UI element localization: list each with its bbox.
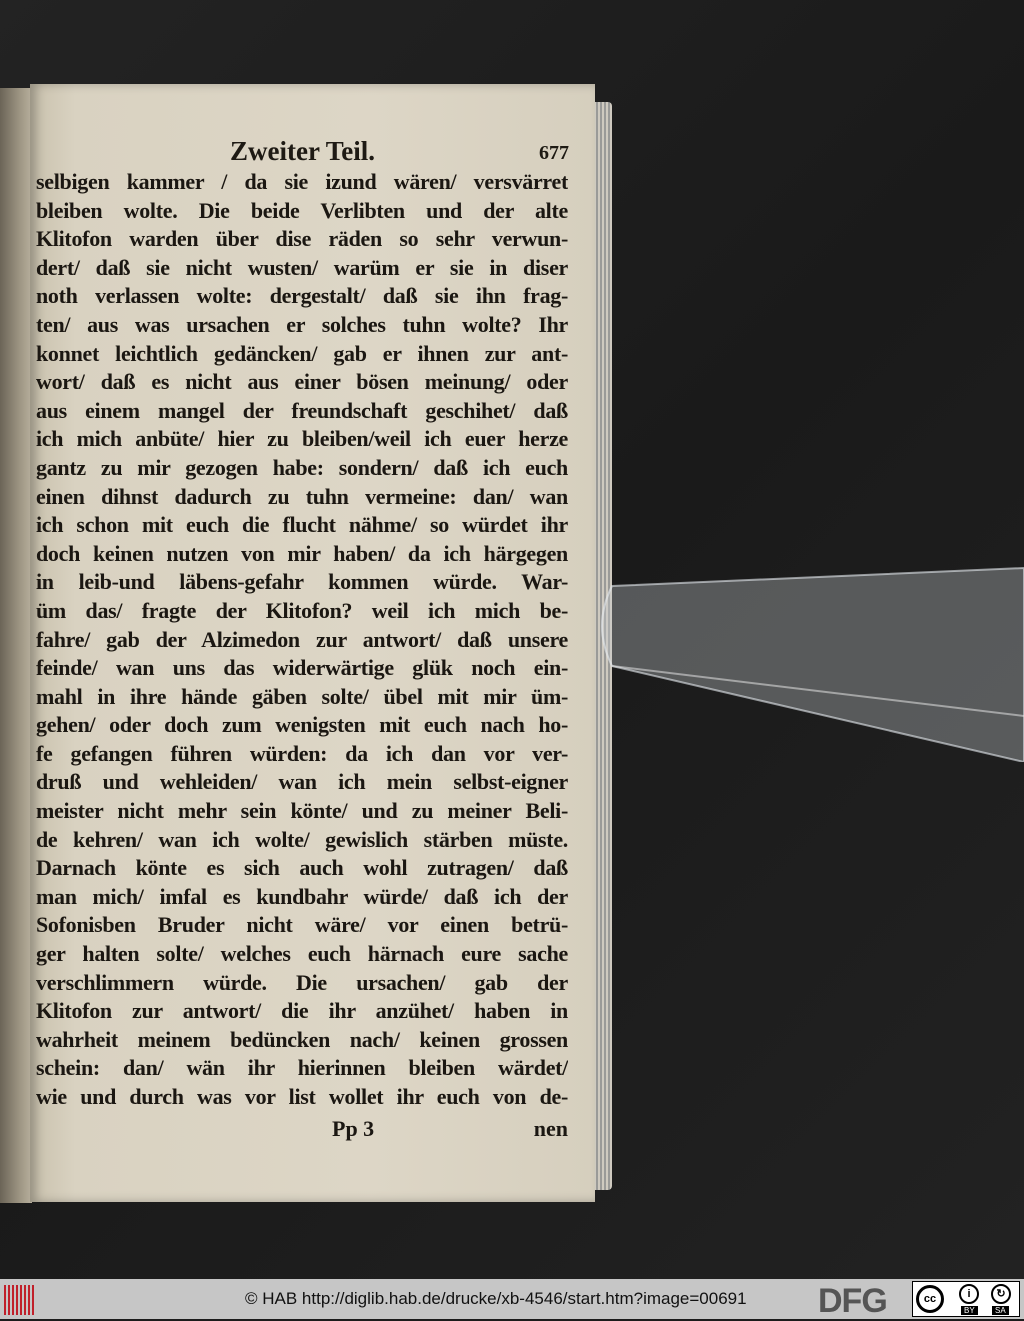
share-alike-icon: ↻ <box>991 1284 1011 1304</box>
text-line: dert/ daß sie nicht wusten/ warüm er sie in diser <box>36 254 568 280</box>
text-line: mahl in ihre hände gäben solte/ übel mit mir üm- <box>36 683 568 709</box>
text-line: Darnach könte es sich auch wohl zutragen/ daß <box>36 855 568 881</box>
page-foot <box>36 1116 568 1146</box>
page-number: 677 <box>539 142 569 164</box>
text-line: ten/ aus was ursachen er solches tuhn wolte? Ihr <box>36 311 568 337</box>
text-line: aus einem mangel der freundschaft geschihet/ daß <box>36 397 568 423</box>
copyright-link[interactable]: © HAB http://diglib.hab.de/drucke/xb-4546/start.htm?image=00691 <box>245 1289 747 1308</box>
text-line: schein: dan/ wän ihr hierinnen bleiben wärdet/ <box>36 1055 568 1081</box>
by-label: BY <box>961 1306 978 1315</box>
footer-bar <box>0 1279 1024 1319</box>
text-line: man mich/ imfal es kundbahr würde/ daß ich der <box>36 883 568 909</box>
text-line: einen dihnst dadurch zu tuhn vermeine: dan/ wan <box>36 483 568 509</box>
catchword: nen <box>533 1116 568 1141</box>
text-line: üm das/ fragte der Klitofon? weil ich mich be- <box>36 597 568 623</box>
text-line: fe gefangen führen würden: da ich dan vor ver- <box>36 740 568 766</box>
text-line: druß und wehleiden/ wan ich mein selbst-eigner <box>36 769 568 795</box>
attribution-icon: i <box>959 1284 979 1304</box>
previous-page-edge <box>0 88 32 1203</box>
text-line: konnet leichtlich gedäncken/ gab er ihnen zur ant- <box>36 340 568 366</box>
book-page <box>30 84 595 1202</box>
text-line: bleiben wolte. Die beide Verlibten und der alte <box>36 197 568 223</box>
text-line: doch keinen nutzen von mir haben/ da ich härgegen <box>36 540 568 566</box>
text-line: ger halten solte/ welches euch härnach eure sache <box>36 941 568 967</box>
glass-page-weight <box>592 566 1024 762</box>
text-line: verschlimmern würde. Die ursachen/ gab der <box>36 969 568 995</box>
running-title: Zweiter Teil. <box>230 136 375 166</box>
cc-license-badge[interactable] <box>912 1281 1020 1317</box>
text-line: wahrheit meinem bedüncken nach/ keinen grossen <box>36 1026 568 1052</box>
text-line: in leib-und läbens-gefahr kommen würde. War- <box>36 569 568 595</box>
body-text <box>36 168 568 1112</box>
text-line: feinde/ wan uns das widerwärtige glük noch ein- <box>36 655 568 681</box>
text-line: noth verlassen wolte: dergestalt/ daß sie ihn frag- <box>36 283 568 309</box>
page-header <box>30 136 595 166</box>
cc-icon: cc <box>916 1285 944 1313</box>
dfg-logo: DFG <box>818 1282 887 1320</box>
text-line: meister nicht mehr sein könte/ und zu meiner Beli- <box>36 798 568 824</box>
text-line: gantz zu mir gezogen habe: sondern/ daß ich euch <box>36 454 568 480</box>
signature-mark: Pp 3 <box>332 1116 375 1141</box>
sa-label: SA <box>992 1306 1009 1315</box>
text-line: ich mich anbüte/ hier zu bleiben/weil ich euer herze <box>36 426 568 452</box>
text-line: ich schon mit euch die flucht nähme/ so würdet ihr <box>36 512 568 538</box>
text-line: Klitofon zur antwort/ die ihr anzühet/ haben in <box>36 998 568 1024</box>
text-line: selbigen kammer / da sie izund wären/ versvärret <box>36 169 568 194</box>
text-line: gehen/ oder doch zum wenigsten mit euch nach ho- <box>36 712 568 738</box>
text-line: de kehren/ wan ich wolte/ gewislich stärben müste. <box>36 826 568 852</box>
text-line: Sofonisben Bruder nicht wäre/ vor einen betrü- <box>36 912 568 938</box>
text-line: wie und durch was vor list wollet ihr euch von de- <box>36 1084 568 1109</box>
text-line: fahre/ gab der Alzimedon zur antwort/ daß unsere <box>36 626 568 652</box>
hab-logo-icon <box>4 1285 34 1315</box>
text-line: Klitofon warden über dise räden so sehr verwun- <box>36 226 568 252</box>
text-line: wort/ daß es nicht aus einer bösen meinung/ oder <box>36 369 568 395</box>
